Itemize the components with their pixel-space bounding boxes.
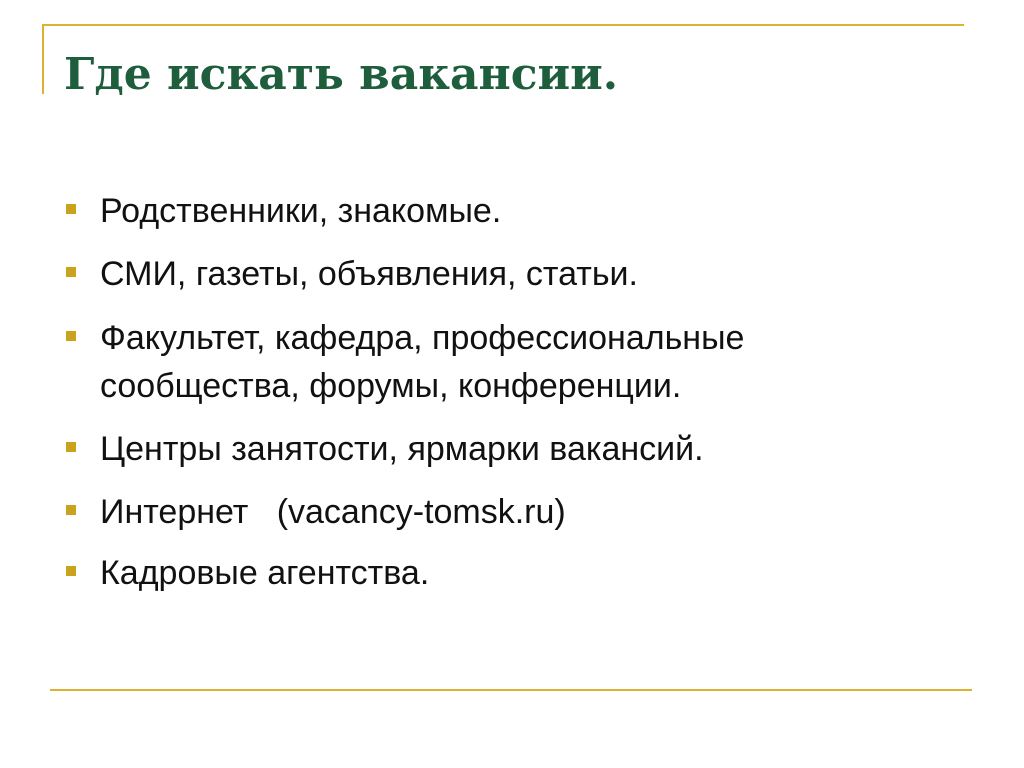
bullet-text: СМИ, газеты, объявления, статьи.: [100, 255, 638, 293]
square-bullet-icon: [66, 331, 76, 341]
bullet-text: Интернет (vacancy-tomsk.ru): [100, 493, 566, 531]
bullet-text: [100, 314, 980, 410]
bullet-text: Кадровые агентства.: [100, 554, 430, 592]
bullet-text: Центры занятости, ярмарки вакансий.: [100, 430, 704, 468]
square-bullet-icon: [66, 204, 76, 214]
bullet-text-line: Факультет, кафедра, профессиональные: [100, 319, 745, 357]
square-bullet-icon: [66, 442, 76, 452]
bullet-text-line: сообщества, форумы, конференции.: [100, 367, 682, 405]
square-bullet-icon: [66, 267, 76, 277]
slide-title: Где искать вакансии.: [64, 49, 619, 100]
square-bullet-icon: [66, 566, 76, 576]
square-bullet-icon: [66, 505, 76, 515]
bullet-text: Родственники, знакомые.: [100, 192, 502, 230]
